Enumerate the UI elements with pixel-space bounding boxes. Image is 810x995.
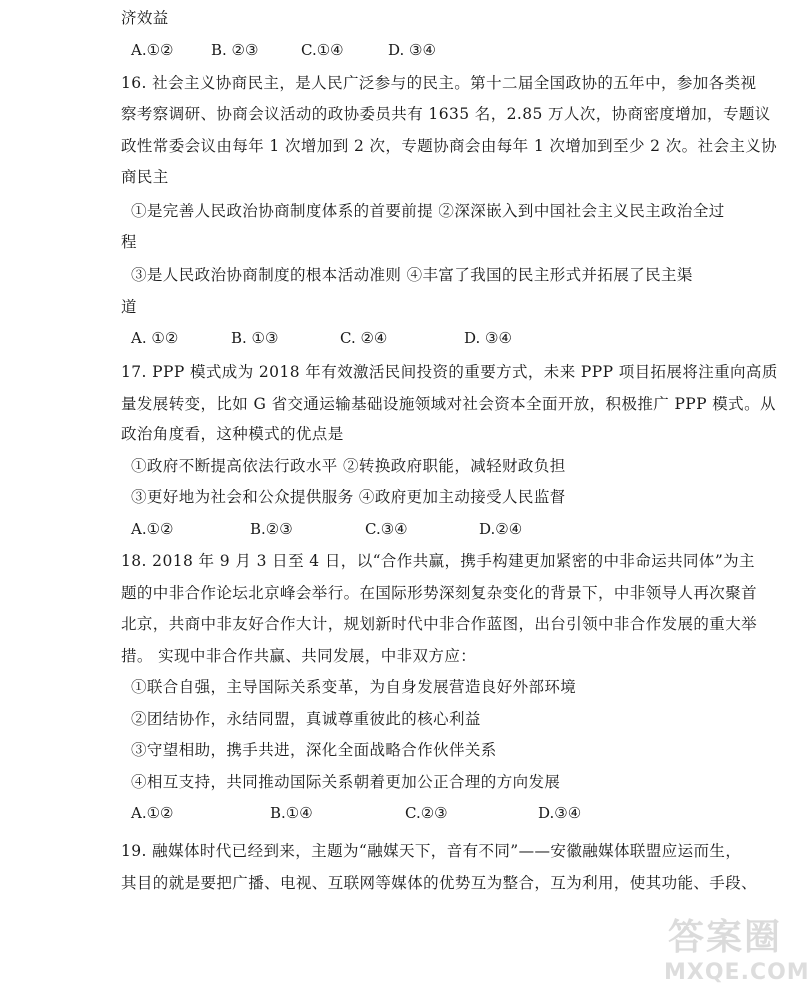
- statement-line: ③是人民政治协商制度的根本活动准则 ④丰富了我国的民主形式并拓展了民主渠: [131, 266, 693, 284]
- option-a: A.①②: [131, 41, 174, 59]
- text-line: 措。 实现中非合作共赢、共同发展，中非双方应：: [121, 647, 477, 665]
- text-line: 题的中非合作论坛北京峰会举行。在国际形势深刻复杂变化的背景下，中非领导人再次聚首: [121, 584, 758, 602]
- watermark-logo-cn: 答案圈: [668, 917, 783, 958]
- option-d: D. ③④: [388, 41, 436, 59]
- option-c: C.②③: [405, 804, 448, 822]
- text-line: 济效益: [121, 9, 169, 27]
- text-line: 其目的就是要把广播、电视、互联网等媒体的优势互为整合，互为利用，使其功能、手段、: [121, 874, 758, 892]
- text-line: 政治角度看，这种模式的优点是: [121, 425, 344, 443]
- option-b: B.①④: [270, 804, 313, 822]
- statement-line: ①政府不断提高依法行政水平 ②转换政府职能，减轻财政负担: [131, 457, 566, 475]
- statement-line: ③守望相助，携手共进，深化全面战略合作伙伴关系: [131, 741, 497, 759]
- option-b: B.②③: [250, 520, 293, 538]
- option-d: D.②④: [479, 520, 523, 538]
- text-line: 道: [121, 298, 137, 316]
- option-d: D.③④: [538, 804, 582, 822]
- statement-line: ③更好地为社会和公众提供服务 ④政府更加主动接受人民监督: [131, 488, 566, 506]
- option-c: C.③④: [365, 520, 408, 538]
- question-16-line: 16. 社会主义协商民主，是人民广泛参与的民主。第十二届全国政协的五年中，参加各类视: [121, 74, 757, 92]
- option-a: A.①②: [131, 520, 174, 538]
- question-17-line: 17. PPP 模式成为 2018 年有效激活民间投资的重要方式，未来 PPP 项目拓展将注重向高质: [121, 363, 778, 381]
- question-19-line: 19. 融媒体时代已经到来，主题为“融媒天下，音有不同”——安徽融媒体联盟应运而生，: [121, 842, 742, 860]
- option-c: C.①④: [301, 41, 344, 59]
- site-watermark: [664, 909, 810, 987]
- text-line: 量发展转变，比如 G 省交通运输基础设施领域对社会资本全面开放，积极推广 PPP 模式。从: [121, 395, 776, 413]
- statement-line: ②团结协作，永结同盟，真诚尊重彼此的核心利益: [131, 710, 481, 728]
- text-line: 北京，共商中非友好合作大计，规划新时代中非合作蓝图，出台引领中非合作发展的重大举: [121, 615, 758, 633]
- question-18-line: 18. 2018 年 9 月 3 日至 4 日，以“合作共赢，携手构建更加紧密的中非命运共同体”为主: [121, 552, 755, 570]
- text-line: 程: [121, 233, 137, 251]
- statement-line: ①联合自强，主导国际关系变革，为自身发展营造良好外部环境: [131, 678, 577, 696]
- text-line: 察考察调研、协商会议活动的政协委员共有 1635 名，2.85 万人次，协商密度增加，专题议: [121, 105, 771, 123]
- text-line: 政性常委会议由每年 1 次增加到 2 次，专题协商会由每年 1 次增加到至少 2 次。社会主义协: [121, 137, 778, 155]
- option-c: C. ②④: [340, 329, 388, 347]
- statement-line: ④相互支持，共同推动国际关系朝着更加公正合理的方向发展: [131, 773, 561, 791]
- option-a: A. ①②: [131, 329, 179, 347]
- text-line: 商民主: [121, 168, 169, 186]
- option-a: A.①②: [131, 804, 174, 822]
- option-b: B. ①③: [231, 329, 279, 347]
- option-d: D. ③④: [464, 329, 512, 347]
- statement-line: ①是完善人民政治协商制度体系的首要前提 ②深深嵌入到中国社会主义民主政治全过: [131, 202, 725, 220]
- watermark-logo-en: MXQE.COM: [664, 960, 810, 985]
- option-b: B. ②③: [211, 41, 259, 59]
